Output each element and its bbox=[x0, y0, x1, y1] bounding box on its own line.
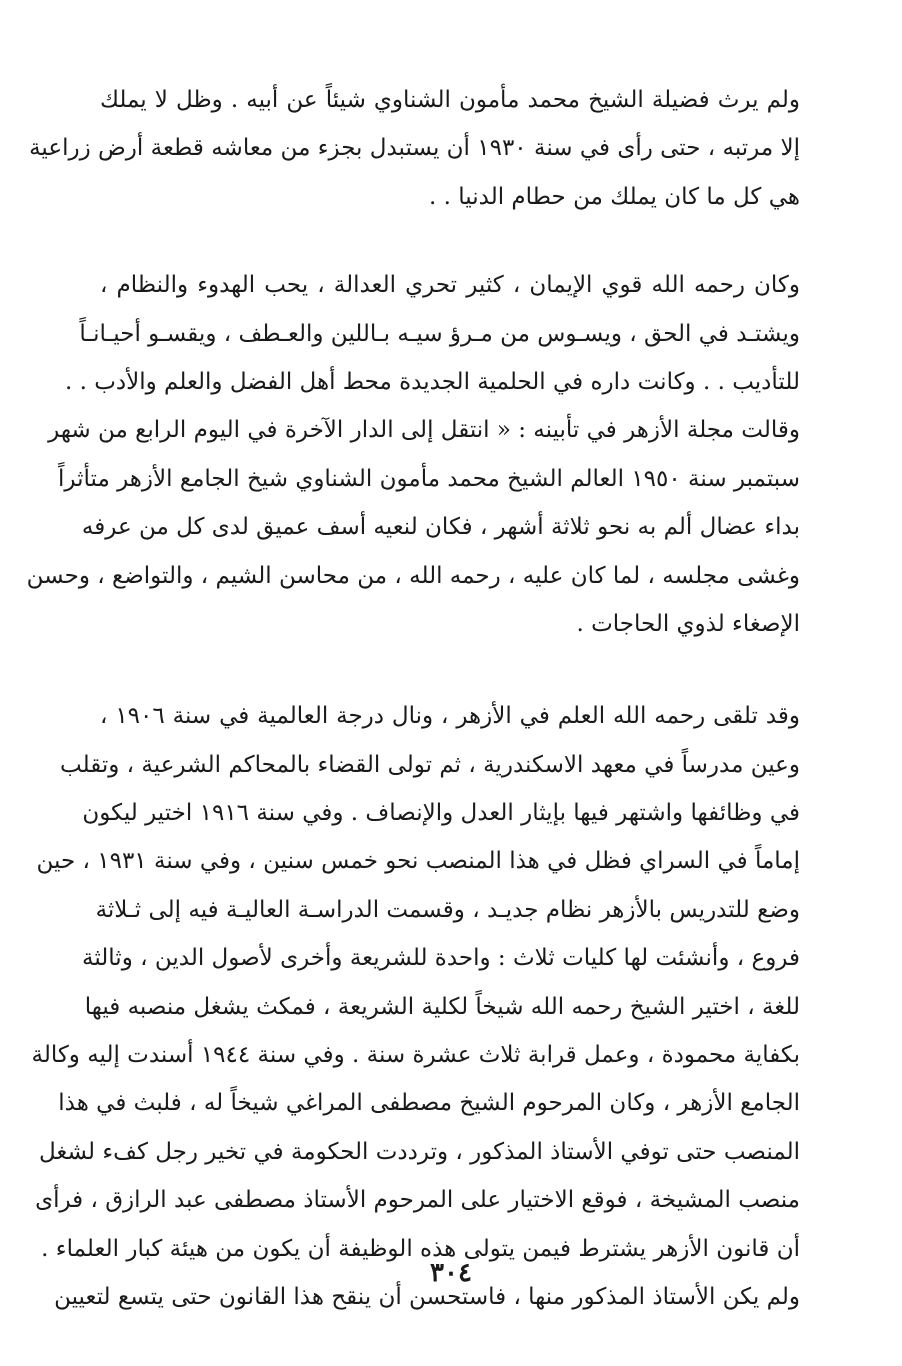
text-line: للغة ، اختير الشيخ رحمه الله شيخاً لكلية الشريعة ، فمكث يشغل منصبه فيها bbox=[84, 993, 800, 1020]
text-line: منصب المشيخة ، فوقع الاختيار على المرحوم الأستاذ مصطفى عبد الرازق ، فرأى bbox=[35, 1187, 800, 1214]
paragraph-character bbox=[26, 261, 800, 648]
paragraph-career bbox=[31, 692, 801, 1321]
text-line: وضع للتدريس بالأزهر نظام جديـد ، وقسمت الدراسـة العاليـة فيه إلى ثـلاثة bbox=[95, 896, 800, 923]
text-line: سبتمبر سنة ١٩٥٠ العالم الشيخ محمد مأمون الشناوي شيخ الجامع الأزهر متأثراً bbox=[58, 465, 800, 492]
text-line: وقد تلقى رحمه الله العلم في الأزهر ، ونال درجة العالمية في سنة ١٩٠٦ ، bbox=[100, 703, 801, 730]
text-line: فروع ، وأنشئت لها كليات ثلاث : واحدة للشريعة وأخرى لأصول الدين ، وثالثة bbox=[82, 945, 800, 972]
text-line: ويشتـد في الحق ، ويسـوس من مـرؤ سيـه بـاللين والعـطف ، ويقسـو أحيـانـاً bbox=[79, 320, 800, 347]
text-line: بداء عضال ألم به نحو ثلاثة أشهر ، فكان لنعيه أسف عميق لدى كل من عرفه bbox=[81, 514, 800, 541]
text-line: أن قانون الأزهر يشترط فيمن يتولى هذه الوظيفة أن يكون من هيئة كبار العلماء . bbox=[41, 1235, 800, 1262]
text-line: إلا مرتبه ، حتى رأى في سنة ١٩٣٠ أن يستبدل بجزء من معاشه قطعة أرض زراعية bbox=[29, 135, 800, 162]
text-line: ولم يكن الأستاذ المذكور منها ، فاستحسن أن ينقح هذا القانون حتى يتسع لتعيين bbox=[54, 1283, 800, 1310]
paragraph-inheritance bbox=[29, 76, 800, 221]
text-line: وغشى مجلسه ، لما كان عليه ، رحمه الله ، من محاسن الشيم ، والتواضع ، وحسن bbox=[26, 562, 800, 589]
page-body bbox=[26, 76, 801, 1321]
text-line: المنصب حتى توفي الأستاذ المذكور ، وترددت الحكومة في تخير رجل كفء لشغل bbox=[39, 1138, 800, 1165]
text-line: وكان رحمه الله قوي الإيمان ، كثير تحري العدالة ، يحب الهدوء والنظام ، bbox=[100, 272, 800, 299]
text-line: إماماً في السراي فظل في هذا المنصب نحو خمس سنين ، وفي سنة ١٩٣١ ، حين bbox=[36, 848, 800, 875]
text-line: في وظائفها واشتهر فيها بإيثار العدل والإنصاف . وفي سنة ١٩١٦ اختير ليكون bbox=[82, 800, 800, 827]
text-line: بكفاية محمودة ، وعمل قرابة ثلاث عشرة سنة . وفي سنة ١٩٤٤ أسندت إليه وكالة bbox=[31, 1042, 800, 1069]
text-line: وعين مدرساً في معهد الاسكندرية ، ثم تولى القضاء بالمحاكم الشرعية ، وتقلب bbox=[60, 751, 800, 778]
text-line: الجامع الأزهر ، وكان المرحوم الشيخ مصطفى المراغي شيخاً له ، فلبث في هذا bbox=[58, 1090, 800, 1117]
page-number: ٣٠٤ bbox=[430, 1258, 472, 1288]
text-line: الإصغاء لذوي الحاجات . bbox=[576, 610, 800, 637]
text-line: للتأديب . . وكانت داره في الحلمية الجديدة محط أهل الفضل والعلم والأدب . . bbox=[64, 368, 800, 395]
text-line: وقالت مجلة الأزهر في تأبينه : « انتقل إلى الدار الآخرة في اليوم الرابع من شهر bbox=[48, 417, 800, 444]
text-line: ولم يرث فضيلة الشيخ محمد مأمون الشناوي شيئاً عن أبيه . وظل لا يملك bbox=[100, 87, 800, 113]
text-line: هي كل ما كان يملك من حطام الدنيا . . bbox=[429, 183, 800, 210]
